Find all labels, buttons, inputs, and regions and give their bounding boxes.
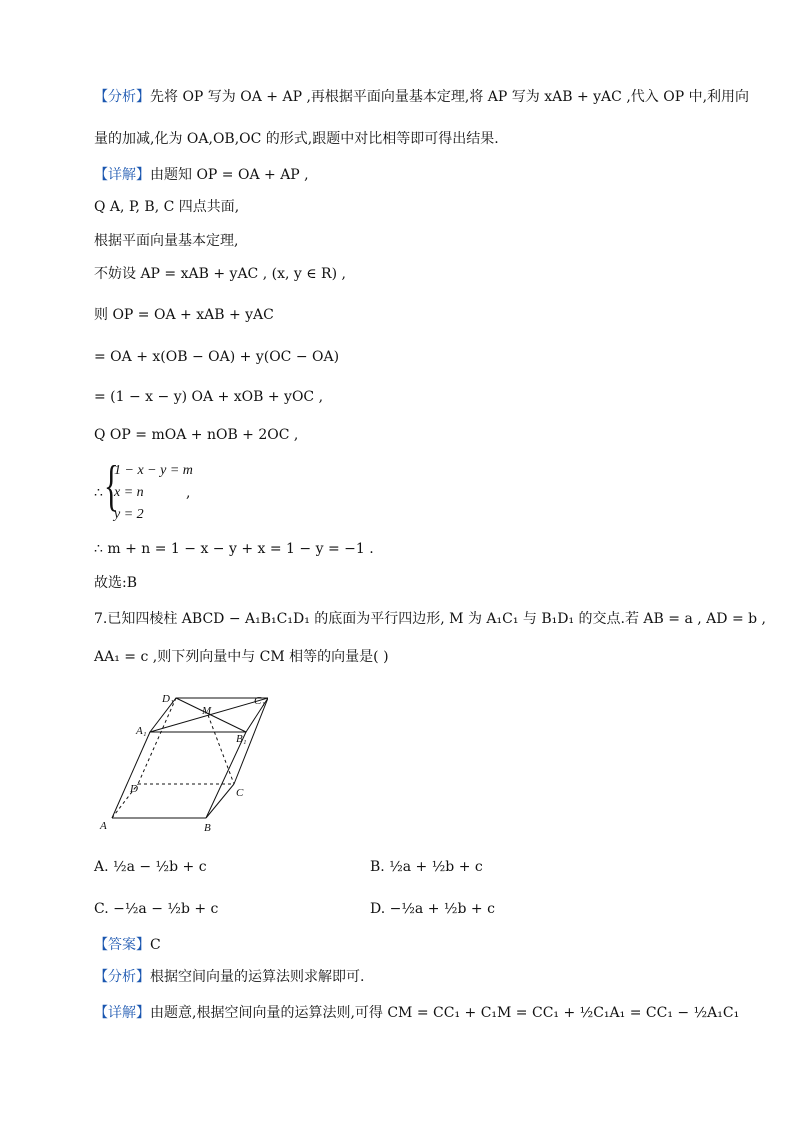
detail-line-7: = (1 − x − y) OA + xOB + yOC , (94, 389, 324, 405)
analysis-2-line: 【分析】根据空间向量的运算法则求解即可. (94, 969, 365, 985)
system-eq-2: x = n (114, 485, 144, 500)
question-7-line-1: 7.已知四棱柱 ABCD − A₁B₁C₁D₁ 的底面为平行四边形, M 为 A₁C₁ 与 B₁D₁ 的交点.若 AB = a , AD = b , (94, 611, 766, 627)
edge-dd1 (138, 698, 176, 784)
question-7-line-2: AA₁ = c ,则下列向量中与 CM 相等的向量是( ) (94, 649, 389, 665)
detail-2-line: 【详解】由题意,根据空间向量的运算法则,可得 CM = CC₁ + C₁M = CC₁ + ½C₁A₁ = CC₁ − ½A₁C₁ (94, 1005, 740, 1021)
analysis-line-2: 量的加减,化为 OA,OB,OC 的形式,跟题中对比相等即可得出结果. (94, 131, 499, 147)
system-lead: ∴ (94, 485, 103, 501)
detail-line-8: Q OP = mOA + nOB + 2OC , (94, 427, 299, 443)
label-a: A (100, 820, 107, 832)
detail-line-4: 不妨设 AP = xAB + yAC , (x, y ∈ R) , (94, 266, 346, 282)
label-m: M (202, 705, 212, 717)
detail-result: ∴ m + n = 1 − x − y + x = 1 − y = −1 . (94, 541, 374, 557)
detail-line-6: = OA + x(OB − OA) + y(OC − OA) (94, 349, 340, 365)
detail-line-3: 根据平面向量基本定理, (94, 233, 239, 249)
label-c1: C₁ (254, 695, 266, 707)
option-b[interactable]: B. ½a + ½b + c (370, 859, 483, 875)
edge-aa1 (112, 732, 150, 818)
label-b: B (204, 822, 211, 834)
system-comma: , (186, 485, 191, 501)
option-c[interactable]: C. −½a − ½b + c (94, 901, 219, 917)
edge-bc (206, 784, 234, 818)
segment-cm (208, 715, 234, 784)
option-d[interactable]: D. −½a + ½b + c (370, 901, 495, 917)
detail-line-1: 【详解】由题知 OP = OA + AP , (94, 167, 309, 183)
label-c: C (236, 787, 244, 799)
system-eq-3: y = 2 (114, 507, 144, 522)
label-d1: D₁ (162, 693, 174, 705)
choice-line: 故选:B (94, 575, 138, 591)
label-b1: B₁ (236, 733, 247, 745)
option-a[interactable]: A. ½a − ½b + c (94, 859, 207, 875)
label-a1: A₁ (136, 725, 147, 737)
label-d: D (130, 783, 138, 795)
system-eq-1: 1 − x − y = m (114, 463, 193, 478)
system-brace: { (104, 455, 119, 517)
detail-line-5: 则 OP = OA + xAB + yAC (94, 307, 274, 323)
prism-figure (98, 688, 268, 838)
detail-line-2: Q A, P, B, C 四点共面, (94, 199, 240, 215)
analysis-line-1: 【分析】先将 OP 写为 OA + AP ,再根据平面向量基本定理,将 AP 写为 xAB + yAC ,代入 OP 中,利用向 (94, 89, 750, 105)
answer-line: 【答案】C (94, 937, 161, 953)
